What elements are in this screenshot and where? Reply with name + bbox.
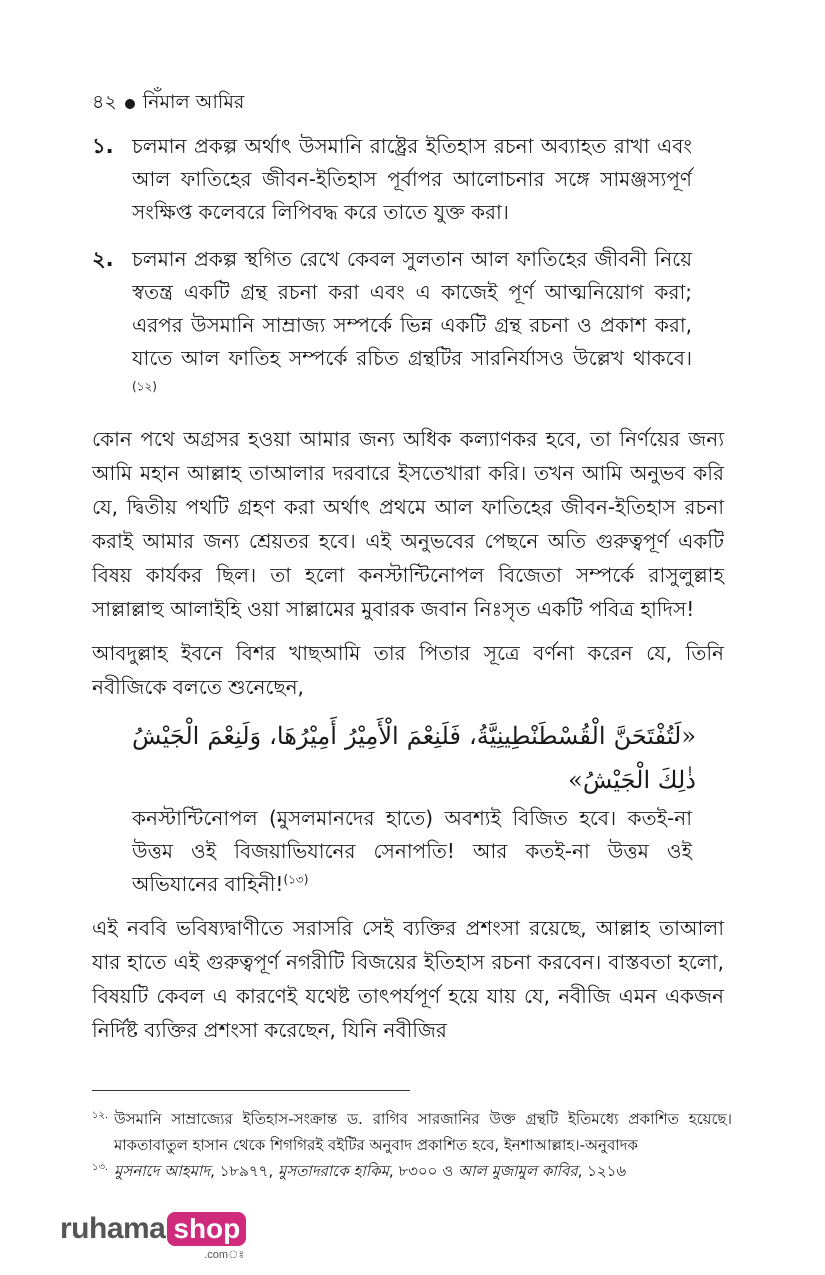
source-title: মুসনাদে আহমাদ <box>114 1162 211 1180</box>
publisher-logo <box>60 1212 246 1261</box>
logo-ruhama-text: ruhama <box>60 1212 166 1245</box>
source-number: , ১২১৬ <box>577 1162 627 1180</box>
list-item-1 <box>92 130 724 229</box>
list-number: ১. <box>92 134 114 158</box>
footnote-ref-12[interactable]: (১২) <box>132 379 157 394</box>
arabic-hadith: «لَتُفْتَحَنَّ الْقُسْطَنْطِينِيَّةُ، فَلَنِعْمَ الْأَمِيْرُ أَمِيْرُهَا، وَلَنِعْمَ الْجَيْشُ ذٰلِكَ الْجَيْشُ» <box>132 722 696 794</box>
logo-shop-badge <box>167 1212 246 1261</box>
book-title: নিঁমাল আমির <box>142 91 245 113</box>
list-text-content: চলমান প্রকল্প স্থগিত রেখে কেবল সুলতান আল ফাতিহের জীবনী নিয়ে স্বতন্ত্র একটি গ্রন্থ রচনা করা এবং এ কাজেই পূর্ণ আত্মনিয়োগ করা; এরপর উসমানি সাম্রাজ্য সম্পর্কে ভিন্ন একটি গ্রন্থ রচনা ও প্রকাশ করা, যাতে আল ফাতিহ সম্পর্কে রচিত গ্রন্থটির সারনির্যাসও উল্লেখ থাকবে। <box>132 247 692 370</box>
page-body <box>92 130 724 1057</box>
running-header <box>92 88 244 120</box>
paragraph-3: এই নববি ভবিষ্যদ্বাণীতে সরাসরি সেই ব্যক্তির প্রশংসা রয়েছে, আল্লাহ তাআলা যার হাতে এই গুরুত্বপূর্ণ নগরীটি বিজয়ের ইতিহাস রচনা করবেন। বাস্তবতা হলো, বিষয়টি কেবল এ কারণেই যথেষ্ট তাৎপর্যপূর্ণ হয়ে যায় যে, নবীজি এমন একজন নির্দিষ্ট ব্যক্তির প্রশংসা করেছেন, যিনি নবীজির <box>92 916 724 1042</box>
source-title: মুসতাদরাকে হাকিম <box>277 1162 389 1180</box>
footnote-ref-13[interactable]: (১৩) <box>283 872 309 887</box>
source-title: আল মুজামুল কাবির <box>458 1162 578 1180</box>
list-number: ২. <box>92 247 114 271</box>
hadith-translation-text: কনস্টান্টিনোপল (মুসলমানদের হাতে) অবশ্যই বিজিত হবে। কতই-না উত্তম ওই বিজয়াভিযানের সেনাপতি! আর কতই-না উত্তম ওই অভিযানের বাহিনী! <box>132 806 692 896</box>
list-item-2 <box>92 243 724 408</box>
list-text-content: চলমান প্রকল্প অর্থাৎ উসমানি রাষ্ট্রের ইতিহাস রচনা অব্যাহত রাখা এবং আল ফাতিহের জীবন-ইতিহাস পূর্বাপর আলোচনার সঙ্গে সামঞ্জস্যপূর্ণ সংক্ষিপ্ত কলেবরে লিপিবদ্ধ করে তাতে যুক্ত করা। <box>132 134 692 224</box>
footnotes <box>92 1106 732 1184</box>
footnote-divider <box>92 1090 410 1091</box>
footnote-13 <box>92 1158 732 1184</box>
hadith-translation <box>132 802 692 901</box>
source-number: , ৮৩০০ ও <box>388 1162 459 1180</box>
source-number: , ১৮৯৭৭, <box>210 1162 278 1180</box>
list-text <box>132 130 692 229</box>
page-number: ৪২ <box>92 91 117 113</box>
footnote-number: ১৩. <box>92 1162 109 1173</box>
paragraph-1: কোন পথে অগ্রসর হওয়া আমার জন্য অধিক কল্যাণকর হবে, তা নির্ণয়ের জন্য আমি মহান আল্লাহ তাআলার দরবারে ইসতেখারা করি। তখন আমি অনুভব করি যে, দ্বিতীয় পথটি গ্রহণ করা অর্থাৎ প্রথমে আল ফাতিহের জীবন-ইতিহাস রচনা করাই আমার জন্য শ্রেয়তর হবে। এই অনুভবের পেছনে অতি গুরুত্বপূর্ণ একটি বিষয় কার্যকর ছিল। তা হলো কনস্টান্টিনোপল বিজেতা সম্পর্কে রাসুলুল্লাহ সাল্লাল্লাহু আলাইহি ওয়া সাল্লামের মুবারক জবান নিঃসৃত একটি পবিত্র হাদিস! <box>92 427 724 621</box>
footnote-text <box>114 1158 732 1184</box>
logo-com-text: .comঃ <box>204 1249 245 1261</box>
footnote-text: উসমানি সাম্রাজ্যের ইতিহাস-সংক্রান্ত ড. রাগিব সারজানির উক্ত গ্রন্থটি ইতিমধ্যে প্রকাশিত হয়েছে। মাকতাবাতুল হাসান থেকে শিগগিরই বইটির অনুবাদ প্রকাশিত হবে, ইনশাআল্লাহ।-অনুবাদক <box>114 1110 732 1154</box>
paragraph-2: আবদুল্লাহ ইবনে বিশর খাছআমি তার পিতার সূত্রে বর্ণনা করেন যে, তিনি নবীজিকে বলতে শুনেছেন, <box>92 641 724 699</box>
bullet-dot-icon <box>125 99 135 109</box>
list-text <box>132 243 692 408</box>
logo-shop-text: shop <box>167 1212 246 1246</box>
footnote-number: ১২. <box>92 1110 109 1121</box>
footnote-12 <box>92 1106 732 1158</box>
